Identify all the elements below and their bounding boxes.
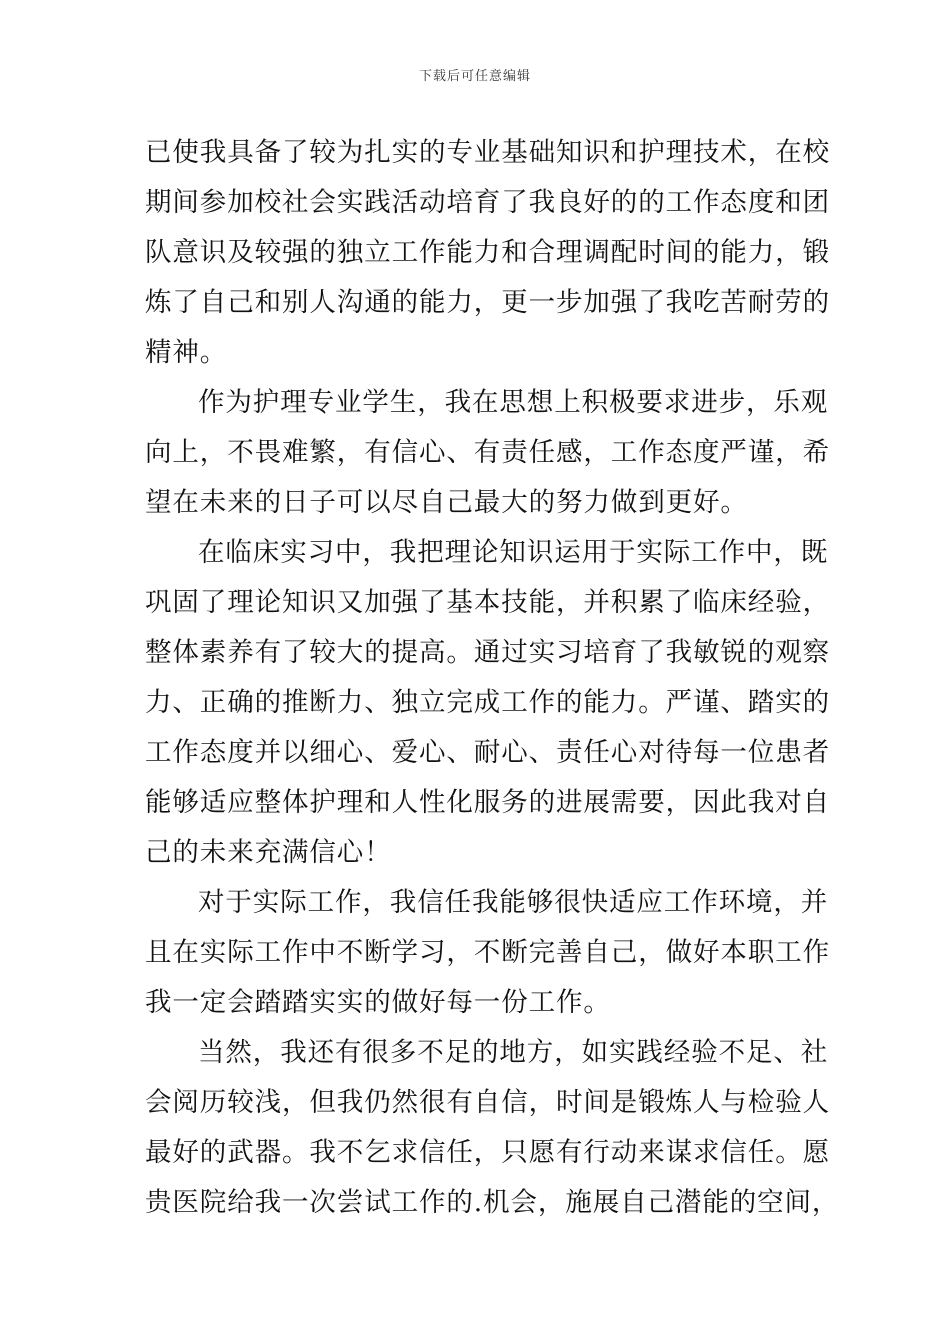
paragraph-first-line: 对于实际工作，我信任我能够很快适应工作环境，并: [198, 887, 829, 918]
text-line: 最好的武器。我不乞求信任，只愿有行动来谋求信任。愿: [145, 1137, 830, 1168]
text-line: 炼了自己和别人沟通的能力，更一步加强了我吃苦耐劳的: [145, 287, 830, 318]
paragraph-first-line: 当然，我还有很多不足的地方，如实践经验不足、社: [198, 1037, 829, 1068]
page-header: 下载后可任意编辑: [418, 69, 531, 84]
text-line: 贵医院给我一次尝试工作的.机会，施展自己潜能的空间，: [145, 1187, 840, 1218]
text-line: 己的未来充满信心！: [145, 837, 392, 868]
text-line: 我一定会踏踏实实的做好每一份工作。: [145, 987, 611, 1018]
text-line: 已使我具备了较为扎实的专业基础知识和护理技术，在校: [145, 137, 830, 168]
text-line: 会阅历较浅，但我仍然很有自信，时间是锻炼人与检验人: [145, 1087, 830, 1118]
text-line: 队意识及较强的独立工作能力和合理调配时间的能力，锻: [145, 237, 830, 268]
text-line: 且在实际工作中不断学习，不断完善自己，做好本职工作: [145, 937, 830, 968]
paragraph-first-line: 作为护理专业学生，我在思想上积极要求进步，乐观: [198, 387, 829, 418]
text-line: 望在未来的日子可以尽自己最大的努力做到更好。: [145, 487, 748, 518]
text-line: 整体素养有了较大的提高。通过实习培育了我敏锐的观察: [145, 637, 830, 668]
text-line: 能够适应整体护理和人性化服务的进展需要，因此我对自: [145, 787, 830, 818]
text-line: 工作态度并以细心、爱心、耐心、责任心对待每一位患者: [145, 737, 830, 768]
paragraph-first-line: 在临床实习中，我把理论知识运用于实际工作中，既: [198, 537, 829, 568]
text-line: 巩固了理论知识又加强了基本技能，并积累了临床经验，: [145, 587, 830, 618]
text-line: 精神。: [145, 337, 228, 368]
text-line: 力、正确的推断力、独立完成工作的能力。严谨、踏实的: [145, 687, 830, 718]
text-line: 向上，不畏难繁，有信心、有责任感，工作态度严谨，希: [145, 437, 830, 468]
text-line: 期间参加校社会实践活动培育了我良好的的工作态度和团: [145, 187, 830, 218]
document-body: [145, 128, 840, 1228]
